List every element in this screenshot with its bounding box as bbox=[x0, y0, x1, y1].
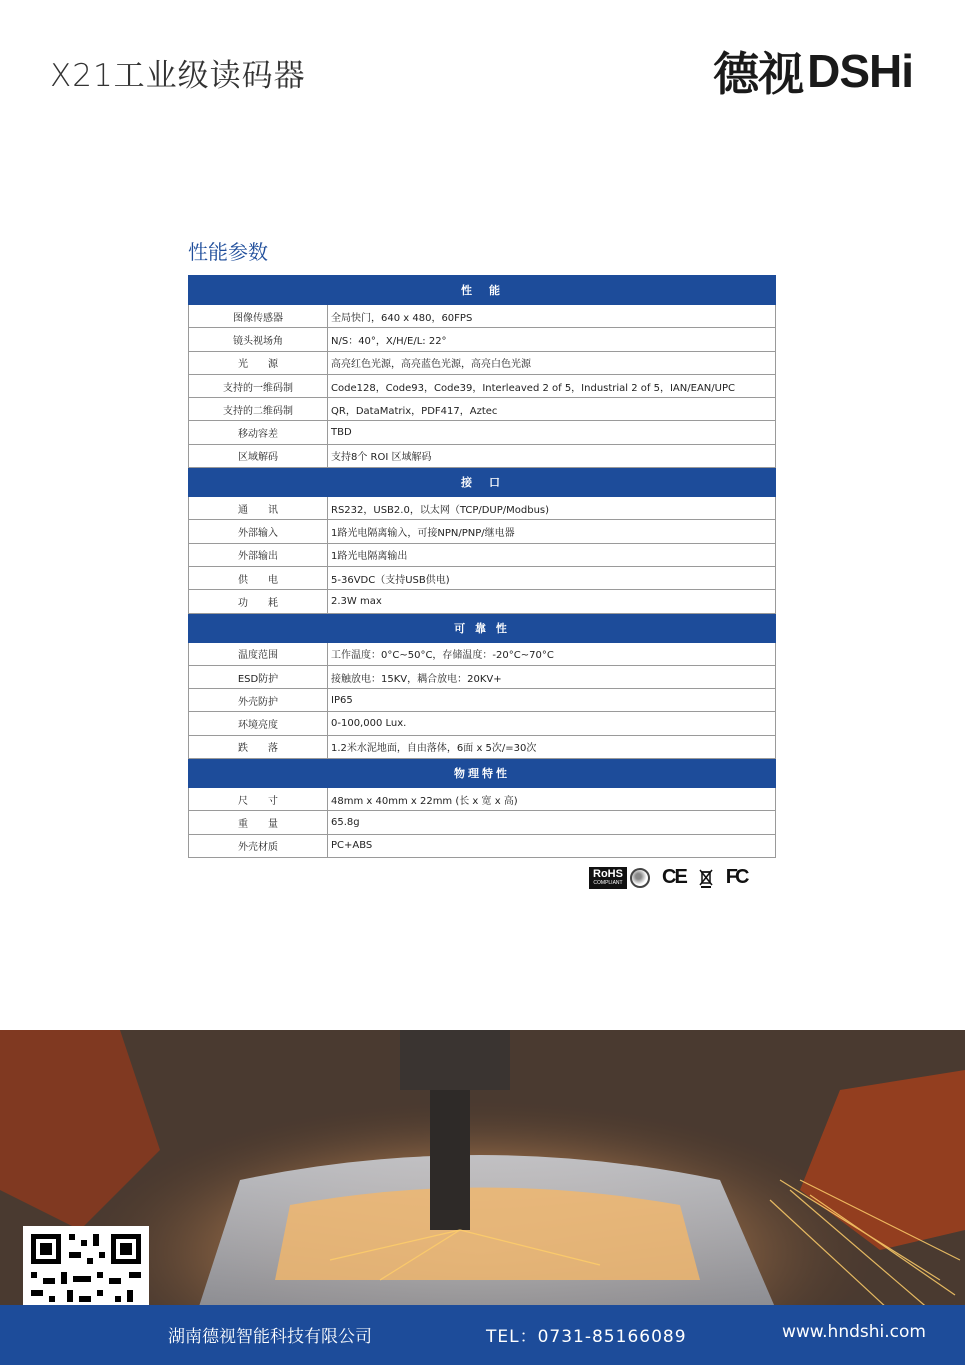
spec-label: ESD防护 bbox=[189, 665, 328, 688]
spec-label: 外壳材质 bbox=[189, 834, 328, 857]
spec-value: 2.3W max bbox=[328, 590, 776, 613]
spec-label: 移动容差 bbox=[189, 421, 328, 444]
spec-group-header bbox=[189, 613, 776, 642]
spec-row bbox=[189, 712, 776, 735]
spec-label: 跌 落 bbox=[189, 735, 328, 758]
brand-name-cn: 德视 bbox=[713, 47, 804, 101]
spec-value: 高亮红色光源，高亮蓝色光源，高亮白色光源 bbox=[328, 351, 776, 374]
spec-row bbox=[189, 566, 776, 589]
spec-value: 1路光电隔离输入，可接NPN/PNP/继电器 bbox=[328, 520, 776, 543]
spec-row bbox=[189, 665, 776, 688]
spec-row bbox=[189, 497, 776, 520]
globe-icon bbox=[630, 868, 650, 888]
spec-value: 支持8个 ROI 区域解码 bbox=[328, 444, 776, 467]
spec-value: RS232，USB2.0，以太网（TCP/DUP/Modbus) bbox=[328, 497, 776, 520]
spec-label: 外部输出 bbox=[189, 543, 328, 566]
spec-value: PC+ABS bbox=[328, 834, 776, 857]
rohs-text: RoHS bbox=[593, 867, 623, 880]
spec-label: 重 量 bbox=[189, 811, 328, 834]
spec-row bbox=[189, 834, 776, 857]
certification-logos bbox=[589, 866, 746, 889]
spec-label: 光 源 bbox=[189, 351, 328, 374]
brand-logo bbox=[713, 38, 913, 104]
spec-row bbox=[189, 689, 776, 712]
weee-bin-icon bbox=[698, 868, 714, 888]
spec-value: 全局快门，640 x 480，60FPS bbox=[328, 305, 776, 328]
spec-value: 0-100,000 Lux. bbox=[328, 712, 776, 735]
spec-value: 65.8g bbox=[328, 811, 776, 834]
spec-row bbox=[189, 305, 776, 328]
spec-row bbox=[189, 520, 776, 543]
spec-row bbox=[189, 811, 776, 834]
spec-label: 外壳防护 bbox=[189, 689, 328, 712]
spec-row bbox=[189, 398, 776, 421]
spec-label: 外部输入 bbox=[189, 520, 328, 543]
company-name: 湖南德视智能科技有限公司 bbox=[168, 1327, 372, 1347]
fcc-mark-icon: FC bbox=[725, 866, 747, 888]
spec-label: 区域解码 bbox=[189, 444, 328, 467]
spec-row bbox=[189, 328, 776, 351]
group-title: 性 能 bbox=[189, 276, 776, 305]
spec-group-header bbox=[189, 759, 776, 788]
group-title: 接 口 bbox=[189, 468, 776, 497]
product-title: X21工业级读码器 bbox=[50, 58, 306, 94]
spec-group-header bbox=[189, 468, 776, 497]
spec-value: QR，DataMatrix，PDF417，Aztec bbox=[328, 398, 776, 421]
spec-value: 1路光电隔离输出 bbox=[328, 543, 776, 566]
ce-mark-icon: CE bbox=[662, 866, 686, 888]
spec-value: 工作温度：0°C~50°C，存储温度：-20°C~70°C bbox=[328, 642, 776, 665]
spec-row bbox=[189, 421, 776, 444]
rohs-subtext: COMPLIANT bbox=[593, 879, 623, 886]
spec-label: 支持的二维码制 bbox=[189, 398, 328, 421]
spec-row bbox=[189, 735, 776, 758]
spec-value: 1.2米水泥地面，自由落体，6面 x 5次/=30次 bbox=[328, 735, 776, 758]
spec-row bbox=[189, 590, 776, 613]
spec-row bbox=[189, 642, 776, 665]
spec-value: 接触放电：15KV，耦合放电：20KV+ bbox=[328, 665, 776, 688]
brand-name-en: DSHi bbox=[807, 45, 913, 97]
spec-value: IP65 bbox=[328, 689, 776, 712]
spec-label: 图像传感器 bbox=[189, 305, 328, 328]
spec-value: N/S：40°，X/H/E/L: 22° bbox=[328, 328, 776, 351]
spec-value: TBD bbox=[328, 421, 776, 444]
spec-value: 5-36VDC（支持USB供电) bbox=[328, 566, 776, 589]
spec-label: 功 耗 bbox=[189, 590, 328, 613]
spec-label: 供 电 bbox=[189, 566, 328, 589]
spec-row bbox=[189, 543, 776, 566]
spec-label: 环境亮度 bbox=[189, 712, 328, 735]
spec-table bbox=[188, 275, 776, 858]
spec-group-header bbox=[189, 276, 776, 305]
spec-label: 温度范围 bbox=[189, 642, 328, 665]
website-url: www.hndshi.com bbox=[782, 1322, 926, 1342]
telephone: TEL：0731-85166089 bbox=[486, 1327, 687, 1347]
spec-row bbox=[189, 374, 776, 397]
spec-label: 通 讯 bbox=[189, 497, 328, 520]
section-heading: 性能参数 bbox=[188, 240, 268, 264]
group-title: 可 靠 性 bbox=[189, 613, 776, 642]
spec-row bbox=[189, 788, 776, 811]
spec-label: 支持的一维码制 bbox=[189, 374, 328, 397]
spec-value: Code128，Code93，Code39，Interleaved 2 of 5，Industrial 2 of 5，IAN/EAN/UPC bbox=[328, 374, 776, 397]
spec-row bbox=[189, 351, 776, 374]
spec-value: 48mm x 40mm x 22mm (长 x 宽 x 高) bbox=[328, 788, 776, 811]
rohs-logo bbox=[589, 867, 650, 889]
spec-row bbox=[189, 444, 776, 467]
spec-label: 镜头视场角 bbox=[189, 328, 328, 351]
spec-label: 尺 寸 bbox=[189, 788, 328, 811]
group-title: 物理特性 bbox=[189, 759, 776, 788]
